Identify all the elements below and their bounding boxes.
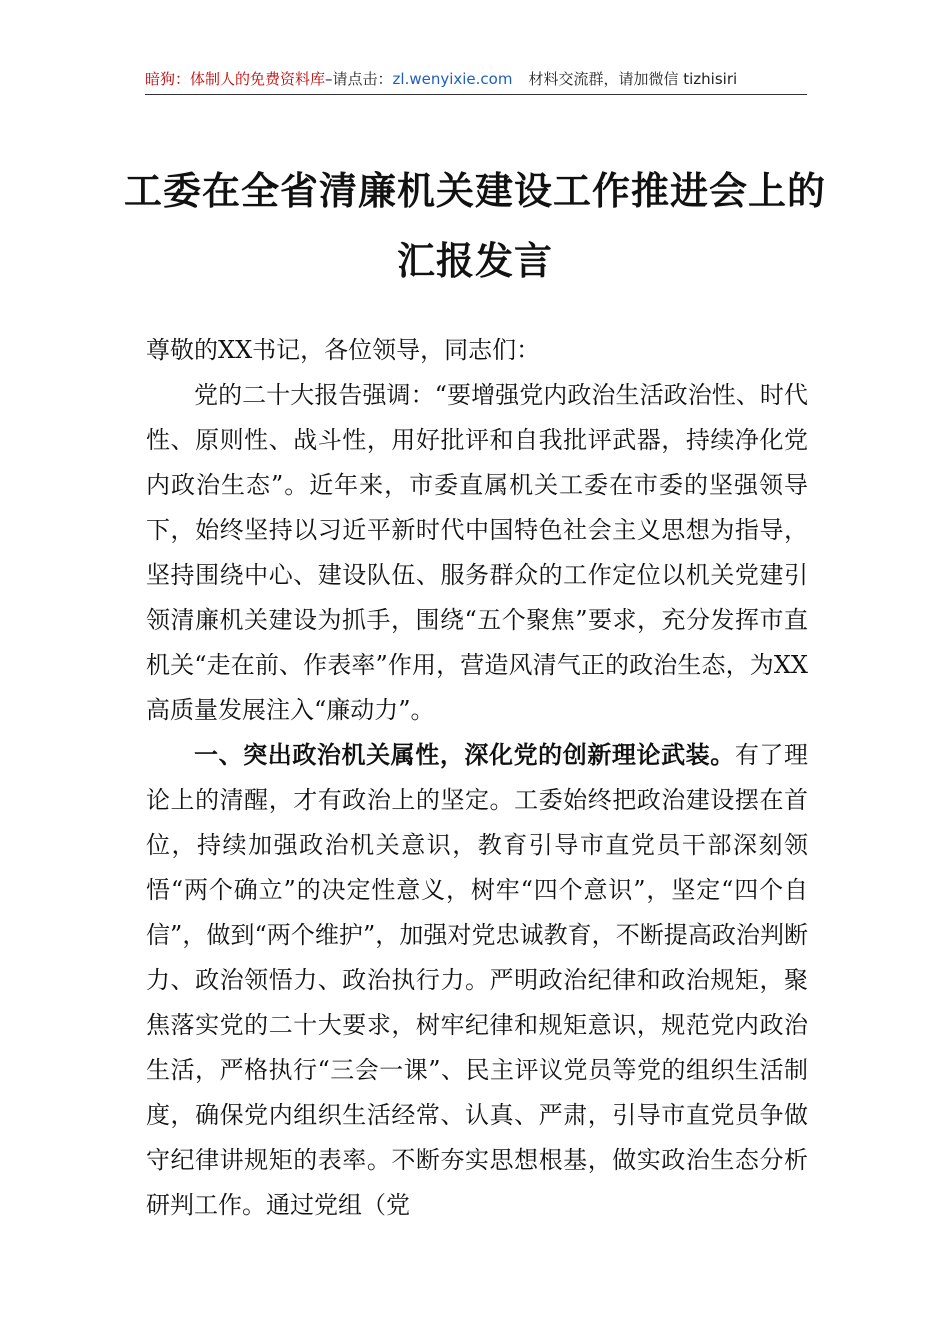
- document-title-line2: 汇报发言: [396, 238, 553, 283]
- page-header: [145, 64, 807, 95]
- paragraph-intro: 党的二十大报告强调：“要增强党内政治生活政治性、时代性、原则性、战斗性，用好批评和自我批评武器，持续净化党内政治生态”。近年来，市委直属机关工委在市委的坚强领导下，始终坚持以习近平新时代中国特色社会主义思想为指导，坚持围绕中心、建设队伍、服务群众的工作定位以机关党建引领清廉机关建设为抓手，围绕“五个聚焦”要求，充分发挥市直机关“走在前、作表率”作用，营造风清气正的政治生态，为XX高质量发展注入“廉动力”。: [146, 381, 808, 724]
- document-body: [146, 328, 808, 1228]
- header-group-text: 材料交流群，请加微信 tizhisiri: [528, 70, 738, 88]
- paragraph-section1: [146, 733, 808, 1228]
- salutation: 尊敬的XX书记，各位领导，同志们：: [146, 336, 541, 364]
- header-brand-text: 暗狗：体制人的免费资料库: [145, 70, 326, 88]
- header-prompt-text: –请点击：: [325, 70, 393, 88]
- section1-heading: 一、突出政治机关属性，深化党的创新理论武装。: [194, 741, 735, 769]
- header-url-link[interactable]: zl.wenyixie.com: [392, 70, 513, 88]
- document-title-line1: 工委在全省清廉机关建设工作推进会上的: [123, 168, 826, 213]
- section1-body: 有了理论上的清醒，才有政治上的坚定。工委始终把政治建设摆在首位，持续加强政治机关意识，教育引导市直党员干部深刻领悟“两个确立”的决定性意义，树牢“四个意识”，坚定“四个自信”，做到“两个维护”，加强对党忠诚教育，不断提高政治判断力、政治领悟力、政治执行力。严明政治纪律和政治规矩，聚焦落实党的二十大要求，树牢纪律和规矩意识，规范党内政治生活，严格执行“三会一课”、民主评议党员等党的组织生活制度，确保党内组织生活经常、认真、严肃，引导市直党员争做守纪律讲规矩的表率。不断夯实思想根基，做实政治生态分析研判工作。通过党组（党: [146, 741, 809, 1219]
